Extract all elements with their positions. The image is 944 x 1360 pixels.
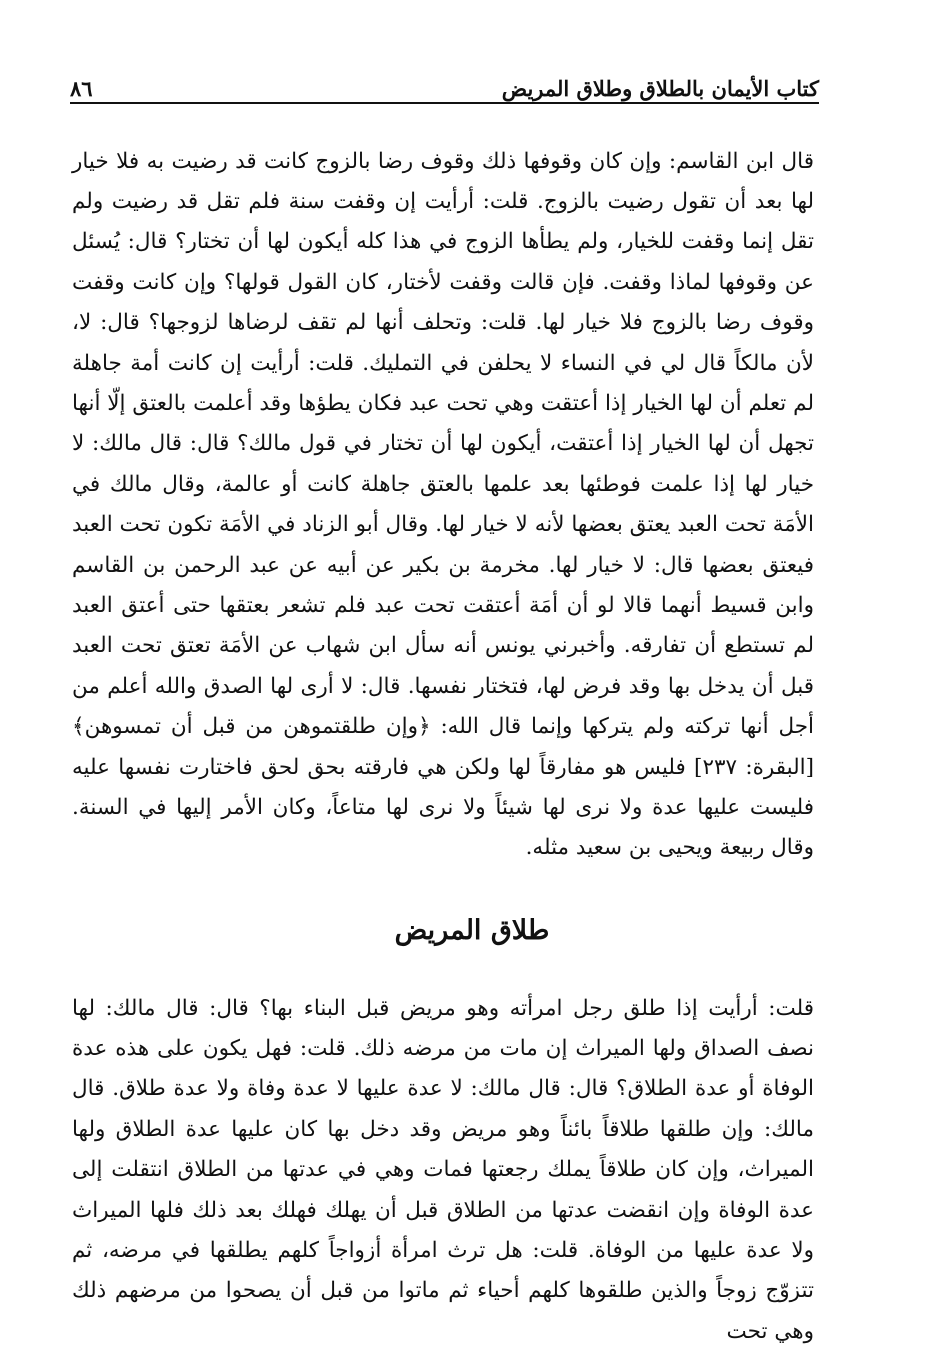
section-title: طلاق المريض [394, 915, 550, 946]
page-number: ٨٦ [70, 76, 93, 101]
paragraph-2: قلت: أرأيت إذا طلق رجل امرأته وهو مريض قبل البناء بها؟ قال: قال مالك: لها نصف الصداق ولها الميراث إن مات من مرضه ذلك. قلت: فهل يكون على هذه عدة الوفاة أو عدة الطلاق؟ قال: قال مالك: لا عدة عليها لا عدة وفاة ولا عدة طلاق. قال مالك: وإن طلقها طلاقاً بائناً وهو مريض وقد دخل بها كان عليها عدة الطلاق ولها الميراث، وإن كان طلاقاً يملك رجعتها فمات وهي في عدتها من الطلاق انتقلت إلى عدة الوفاة وإن انقضت عدتها من الطلاق قبل أن يهلك فهلك بعد ذلك فلها الميراث ولا عدة عليها من الوفاة. قلت: هل ترث امرأة أزواجاً كلهم يطلقها في مرضه، ثم تتزوّج زوجاً والذين طلقوها كلهم أحياء ثم ماتوا من قبل أن يصحوا من مرضهم ذلك وهي تحت [72, 995, 814, 1344]
running-title: كتاب الأيمان بالطلاق وطلاق المريض [501, 76, 819, 101]
paragraph-1: قال ابن القاسم: وإن كان وقوفها ذلك وقوف رضا بالزوج كانت قد رضيت به فلا خيار لها بعد أن تقول رضيت بالزوج. قلت: أرأيت إن وقفت سنة فلم تقل قد رضيت ولم تقل إنما وقفت للخيار، ولم يطأها الزوج في هذا كله أيكون لها أن تختار؟ قال: يُسئل عن وقوفها لماذا وقفت. فإن قالت وقفت لأختار، كان القول قولها؟ وإن كانت وقفت وقوف رضا بالزوج فلا خيار لها. قلت: وتحلف أنها لم تقف لرضاها لزوجها؟ قال: لا، لأن مالكاً قال لي في النساء لا يحلفن في التمليك. قلت: أرأيت إن كانت أمة جاهلة لم تعلم أن لها الخيار إذا أعتقت وهي تحت عبد فكان يطؤها وقد أعلمت بالعتق إلّا أنها تجهل أن لها الخيار إذا أعتقت، أيكون لها أن تختار في قول مالك؟ قال: قال مالك: لا خيار لها إذا علمت فوطئها بعد علمها بالعتق جاهلة كانت أو عالمة، وقال مالك في الأمَة تحت العبد يعتق بعضها لأنه لا خيار لها. وقال أبو الزناد في الأمَة تكون تحت العبد فيعتق بعضها قال: لا خيار لها. مخرمة بن بكير عن أبيه عن عبد الرحمن بن القاسم وابن قسيط أنهما قالا لو أن أمَة أعتقت تحت عبد فلم تشعر بعتقها حتى أعتق العبد لم تستطع أن تفارقه. وأخبرني يونس أنه سأل ابن شهاب عن الأمَة تعتق تحت العبد قبل أن يدخل بها وقد فرض لها، فتختار نفسها. قال: لا أرى لها الصدق والله أعلم من أجل أنها تركته ولم يتركها وإنما قال الله: ﴿وإن طلقتموهن من قبل أن تمسوهن﴾ [البقرة: ٢٣٧] فليس هو مفارقاً لها ولكن هي فارقته بحق لحق فاختارت نفسها عليه فليست عليها عدة ولا نرى لها شيئاً ولا نرى لها متاعاً، وكان الأمر إليها في السنة. وقال ربيعة ويحيى بن سعيد مثله. [72, 148, 814, 861]
running-header [70, 62, 819, 104]
